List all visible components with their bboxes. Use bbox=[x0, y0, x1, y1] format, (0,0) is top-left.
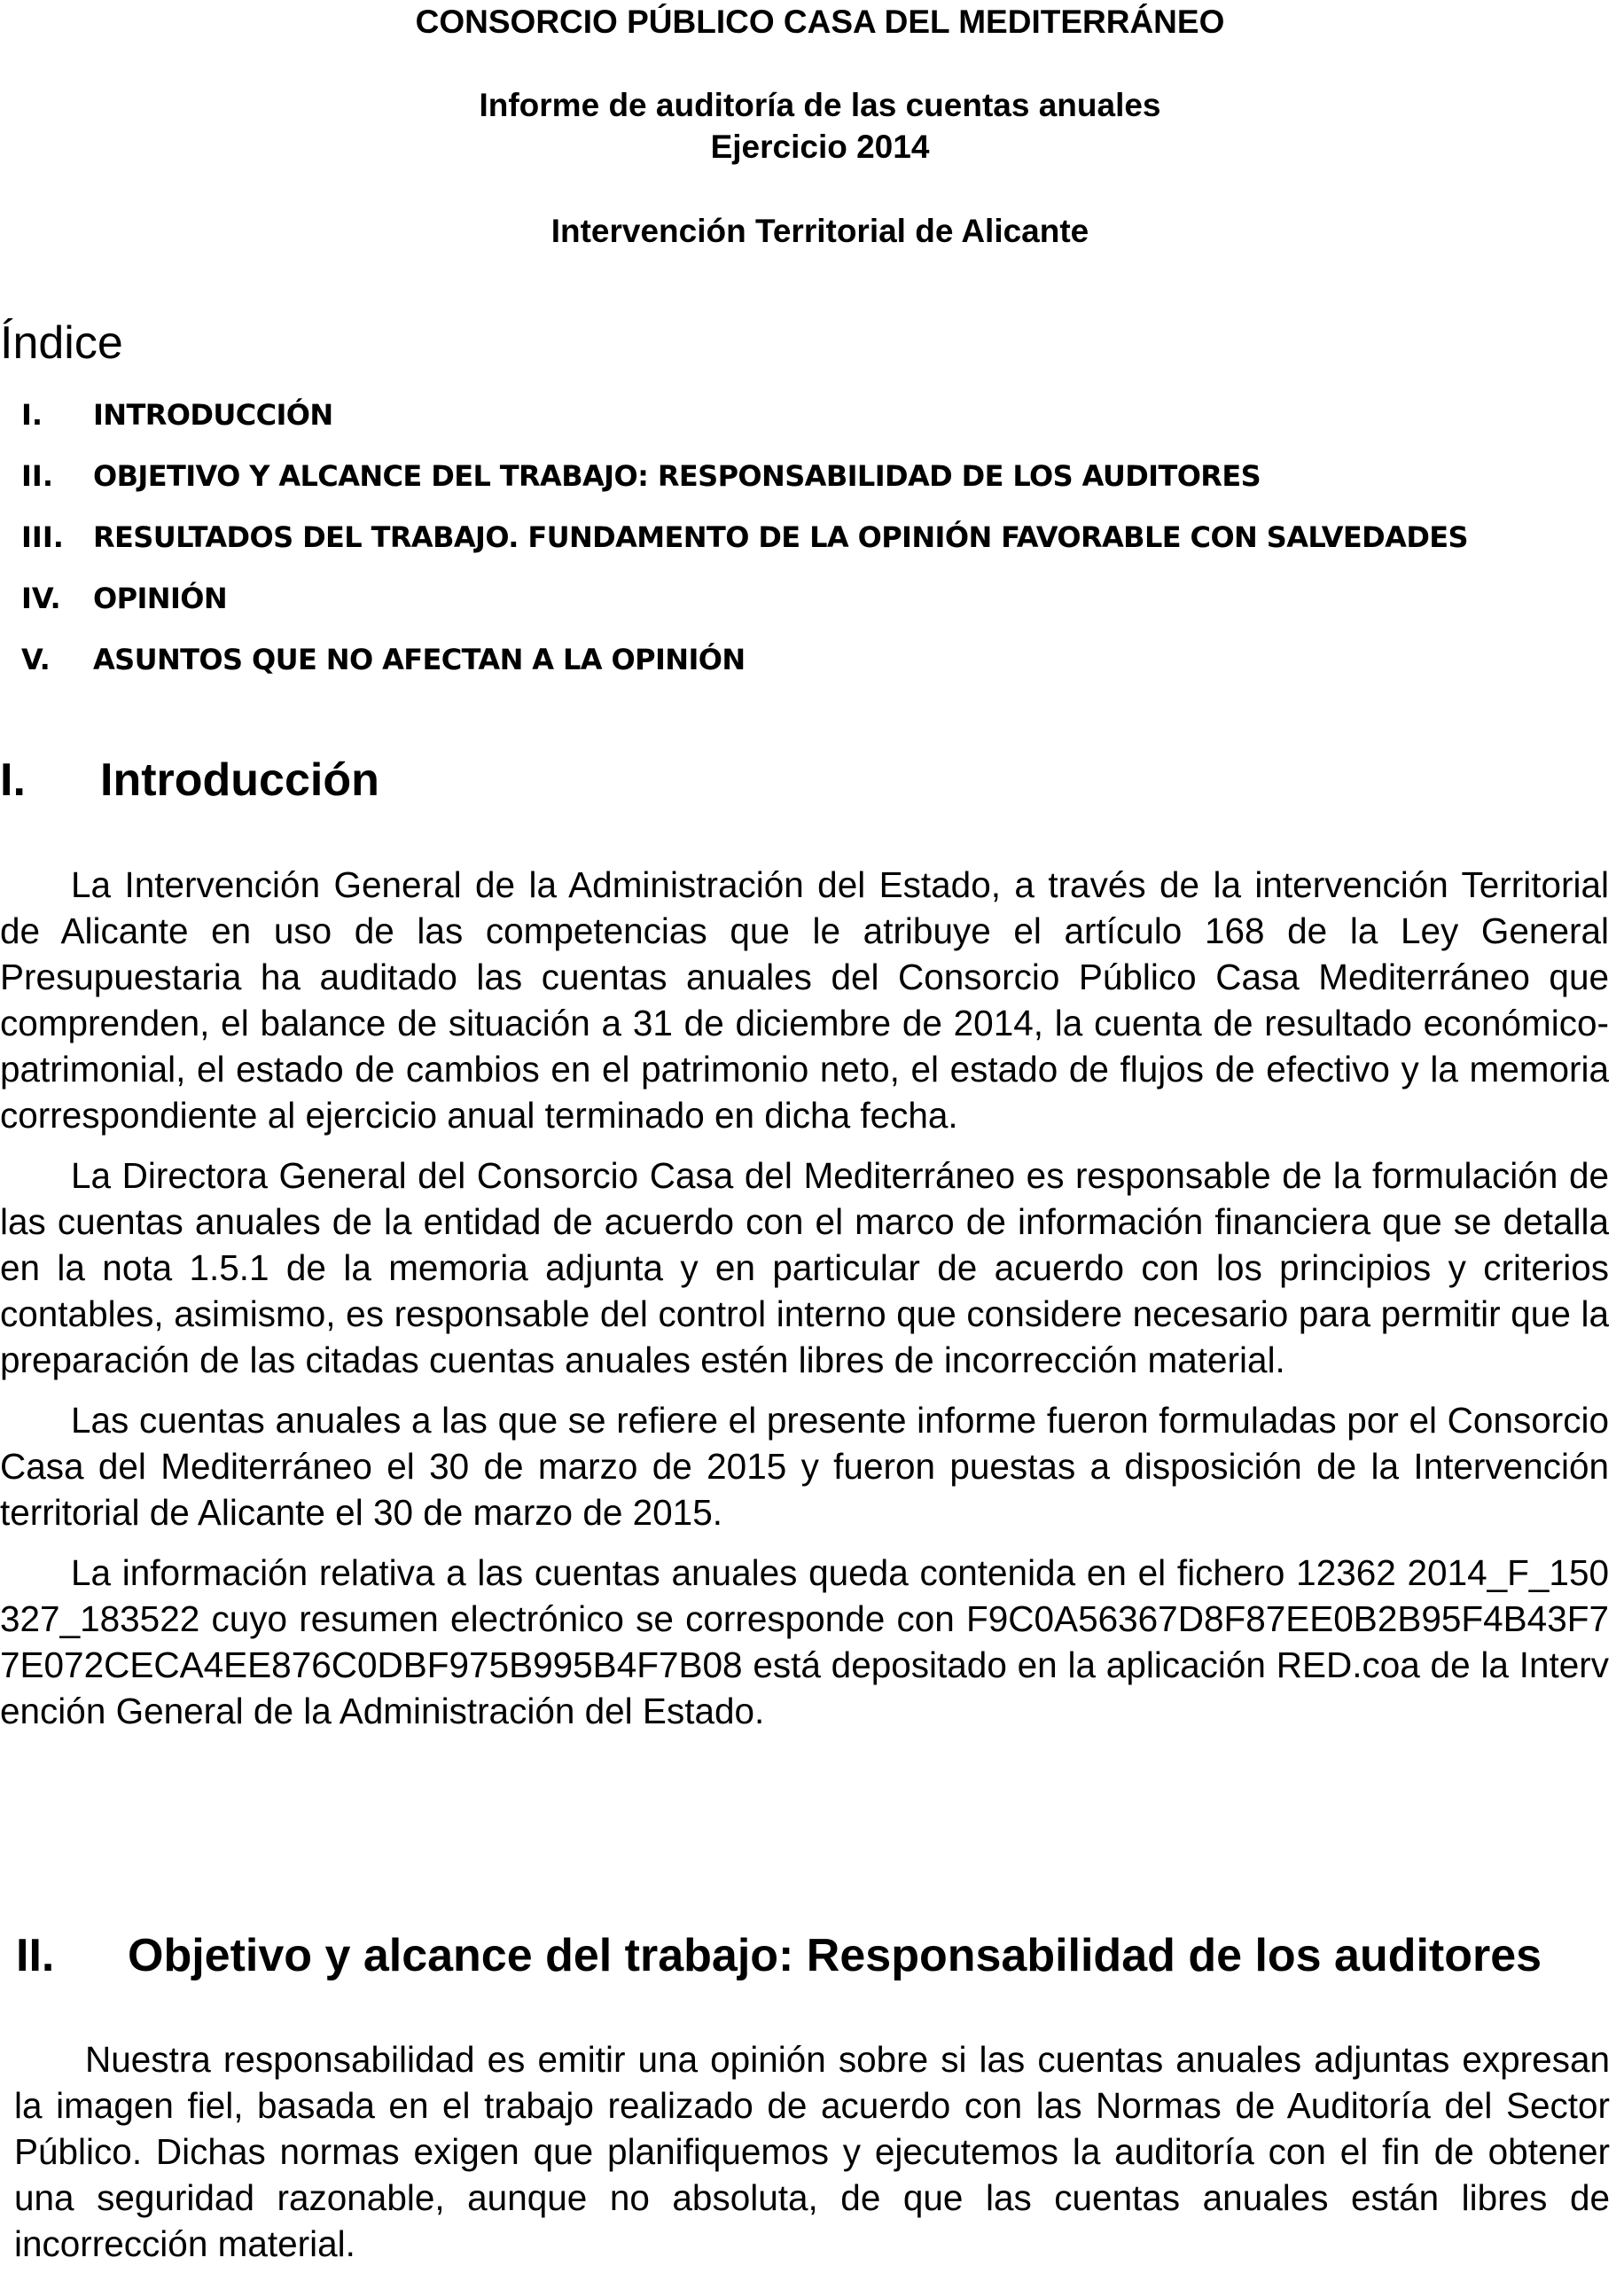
issuer-name: Intervención Territorial de Alicante bbox=[550, 213, 1089, 249]
section-objetivo-body bbox=[14, 2036, 1610, 2281]
toc-item-number: III. bbox=[21, 520, 64, 554]
toc-item-objetivo bbox=[0, 458, 1596, 519]
section-objetivo-heading bbox=[16, 1929, 1542, 1982]
section-introduccion-heading bbox=[0, 754, 379, 807]
toc-item-label: INTRODUCCIÓN bbox=[93, 398, 333, 432]
toc-item-number: V. bbox=[21, 643, 51, 676]
report-title: Informe de auditoría de las cuentas anuales bbox=[479, 87, 1161, 123]
section-title: Introducción bbox=[100, 754, 379, 806]
paragraph: La información relativa a las cuentas anuales queda contenida en el fichero 12362 2014_F_150327_183522 cuyo resumen electrónico se corresponde con F9C0A56367D8F87EE0B2B95F4B43F77E072CECA4EE876C0DBF975B995B4F7B08 está depositado en la aplicación RED.coa de la Intervención General de la Administración del Estado. bbox=[0, 1552, 1609, 1731]
toc-item-number: I. bbox=[21, 398, 43, 432]
toc-item-number: IV. bbox=[21, 582, 61, 615]
toc-item-label: OPINIÓN bbox=[93, 582, 228, 615]
paragraph: La Intervención General de la Administración del Estado, a través de la intervención Territorial de Alicante en uso de las competencias que le atribuye el artículo 168 de la Ley General Presupuestaria ha auditado las cuentas anuales del Consorcio Público Casa Mediterráneo que comprenden, el balance de situación a 31 de diciembre de 2014, la cuenta de resultado económico-patrimonial, el estado de cambios en el patrimonio neto, el estado de flujos de efectivo y la memoria correspondiente al ejercicio anual terminado en dicha fecha. bbox=[0, 864, 1609, 1136]
paragraph: Las cuentas anuales a las que se refiere el presente informe fueron formuladas por el Consorcio Casa del Mediterráneo el 30 de marzo de 2015 y fueron puestas a disposición de la Intervención territorial de Alicante el 30 de marzo de 2015. bbox=[0, 1400, 1609, 1533]
organization-title: CONSORCIO PÚBLICO CASA DEL MEDITERRÁNEO bbox=[415, 4, 1225, 40]
section-introduccion-body bbox=[0, 862, 1609, 1748]
toc-item-label: ASUNTOS QUE NO AFECTAN A LA OPINIÓN bbox=[93, 643, 746, 676]
toc-item-number: II. bbox=[21, 459, 53, 493]
toc-item-opinion bbox=[0, 581, 1596, 642]
table-of-contents bbox=[0, 397, 1596, 703]
paragraph: Nuestra responsabilidad es emitir una opinión sobre si las cuentas anuales adjuntas expresan la imagen fiel, basada en el trabajo realizado de acuerdo con las Normas de Auditoría del Sector Público. Dichas normas exigen que planifiquemos y ejecutemos la auditoría con el fin de obtener una seguridad razonable, aunque no absoluta, de que las cuentas anuales están libres de incorrección material. bbox=[14, 2039, 1610, 2264]
section-number: I. bbox=[0, 754, 26, 806]
toc-item-label: OBJETIVO Y ALCANCE DEL TRABAJO: RESPONSABILIDAD DE LOS AUDITORES bbox=[93, 459, 1261, 493]
section-number: II. bbox=[16, 1930, 55, 1981]
toc-item-label: RESULTADOS DEL TRABAJO. FUNDAMENTO DE LA OPINIÓN FAVORABLE CON SALVEDADES bbox=[93, 520, 1468, 554]
toc-item-introduccion bbox=[0, 397, 1596, 458]
section-title: Objetivo y alcance del trabajo: Responsabilidad de los auditores bbox=[128, 1930, 1542, 1981]
toc-item-resultados bbox=[0, 519, 1596, 581]
toc-item-asuntos bbox=[0, 642, 1596, 703]
index-title: Índice bbox=[0, 317, 123, 369]
paragraph: La Directora General del Consorcio Casa del Mediterráneo es responsable de la formulación de las cuentas anuales de la entidad de acuerdo con el marco de información financiera que se detalla en la nota 1.5.1 de la memoria adjunta y en particular de acuerdo con los principios y criterios contables, asimismo, es responsable del control interno que considere necesario para permitir que la preparación de las citadas cuentas anuales estén libres de incorrección material. bbox=[0, 1155, 1609, 1380]
fiscal-year: Ejercicio 2014 bbox=[710, 129, 930, 165]
